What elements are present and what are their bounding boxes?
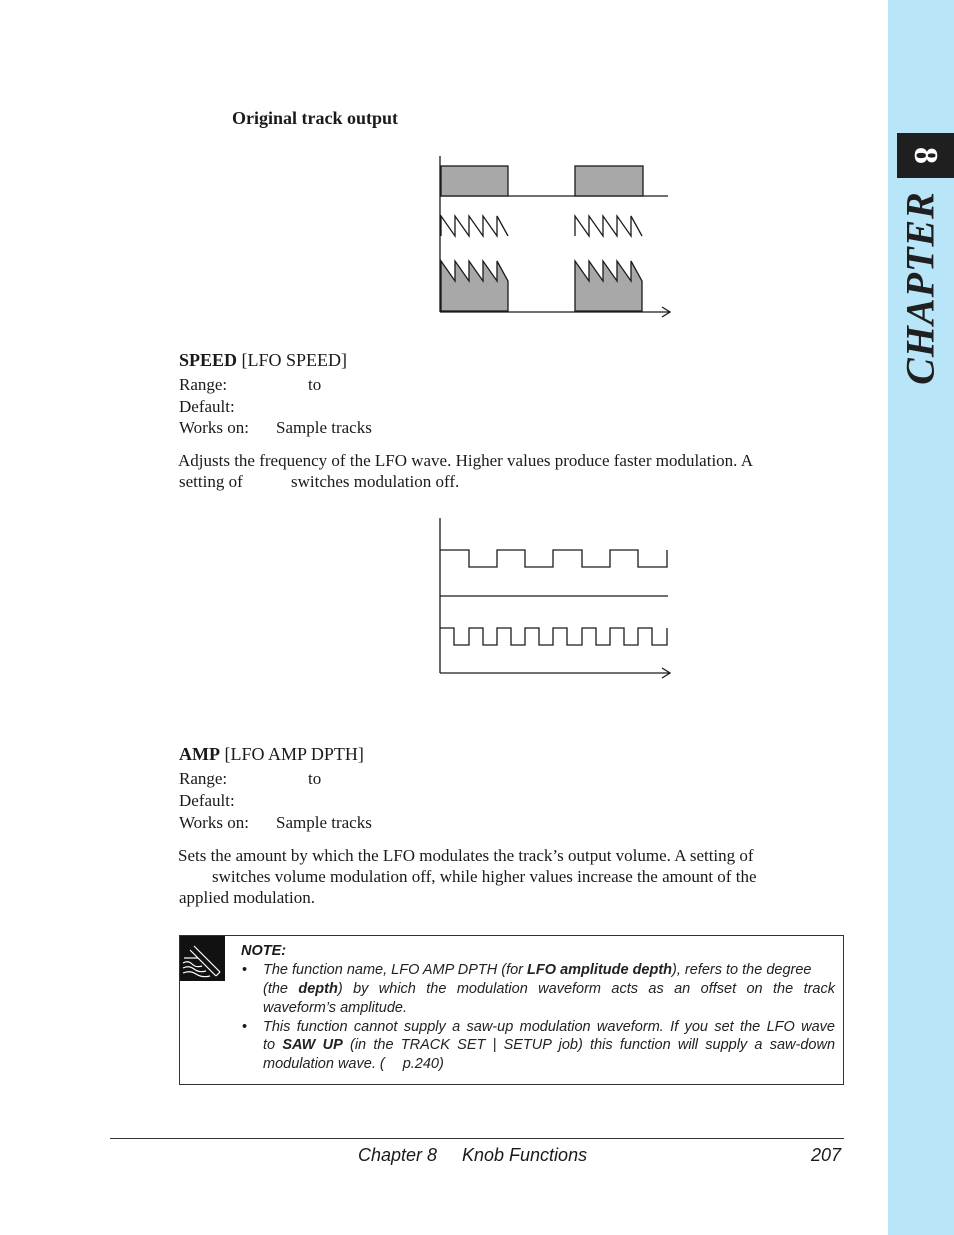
note-text: to xyxy=(263,1037,283,1053)
footer-title: Knob Functions xyxy=(462,1145,588,1165)
speed-description-line1: Adjusts the frequency of the LFO wave. Higher values produce faster modulation. A xyxy=(178,451,754,470)
pencil-icon xyxy=(180,936,225,981)
amp-default-label: Default: xyxy=(179,791,235,810)
amp-heading xyxy=(179,744,364,765)
amp-description-line2: switches volume modulation off, while higher values increase the amount of the xyxy=(212,867,757,886)
speed-description-line2a: setting of xyxy=(179,472,243,491)
note-emphasis: LFO amplitude depth xyxy=(527,962,673,978)
speed-works-value: Sample tracks xyxy=(276,418,372,437)
speed-label: [LFO SPEED] xyxy=(241,350,348,370)
amp-range-to: to xyxy=(308,769,322,788)
saw-wave-2 xyxy=(575,216,642,236)
amp-works-value: Sample tracks xyxy=(276,813,372,832)
speed-figure xyxy=(430,512,680,687)
note-page-ref: p.240) xyxy=(402,1056,444,1072)
pencil-note-icon xyxy=(180,936,225,981)
chapter-label: CHAPTER xyxy=(897,191,943,385)
amp-label: [LFO AMP DPTH] xyxy=(224,744,364,764)
note-text: ) by which the modulation waveform acts as an offset on the track xyxy=(337,981,835,997)
saw-wave-1 xyxy=(441,216,508,236)
chapter-number: 8 xyxy=(907,147,945,164)
note-text: The function name, LFO AMP DPTH (for xyxy=(263,962,528,978)
modulated-output-2 xyxy=(575,261,642,311)
speed-range-label: Range: xyxy=(179,375,228,394)
footer-chapter: Chapter 8 xyxy=(358,1145,438,1165)
note-text: ), refers to the degree xyxy=(672,962,812,978)
amp-name: AMP xyxy=(179,744,220,764)
gate-block-2 xyxy=(575,166,643,196)
speed-name: SPEED xyxy=(179,350,238,370)
figure-caption: Original track output xyxy=(232,108,399,128)
gate-block-1 xyxy=(441,166,508,196)
note-text: (the xyxy=(263,981,299,997)
fast-square-wave xyxy=(440,628,667,645)
amp-description-line1: Sets the amount by which the LFO modulates the track’s output volume. A setting of xyxy=(178,846,754,865)
note-item-2-line1: This function cannot supply a saw-up modulation waveform. If you set the LFO wave xyxy=(263,1019,835,1035)
note-bullet-2: • xyxy=(242,1019,248,1035)
note-title: NOTE: xyxy=(241,943,287,959)
speed-description-line2b: switches modulation off. xyxy=(291,472,460,491)
speed-works-label: Works on: xyxy=(179,418,249,437)
note-item-1-line1 xyxy=(263,961,835,980)
note-item-1-line2 xyxy=(263,980,835,999)
note-item-2-line2 xyxy=(263,1036,835,1055)
original-output-figure xyxy=(430,150,680,325)
note-item-1-line3: waveform’s amplitude. xyxy=(263,1000,407,1016)
amp-works-label: Works on: xyxy=(179,813,249,832)
speed-heading xyxy=(179,350,347,371)
note-emphasis: SAW UP xyxy=(282,1037,343,1053)
speed-range-to: to xyxy=(308,375,322,394)
note-bullet-1: • xyxy=(242,962,248,978)
speed-default-label: Default: xyxy=(179,397,235,416)
modulated-output-1 xyxy=(441,261,508,311)
amp-range-label: Range: xyxy=(179,769,228,788)
footer-rule xyxy=(110,1138,844,1139)
chapter-side-strip xyxy=(888,0,954,1235)
note-emphasis: depth xyxy=(298,981,338,997)
chapter-number-tab xyxy=(897,133,954,178)
amp-description-line3: applied modulation. xyxy=(179,888,315,907)
slow-square-wave xyxy=(440,550,667,567)
note-item-2-line3 xyxy=(263,1055,857,1074)
note-text: (in the TRACK SET | SETUP job) this function will supply a saw-down xyxy=(342,1037,836,1053)
note-text: modulation wave. ( xyxy=(263,1056,385,1072)
page-number: 207 xyxy=(811,1145,842,1165)
